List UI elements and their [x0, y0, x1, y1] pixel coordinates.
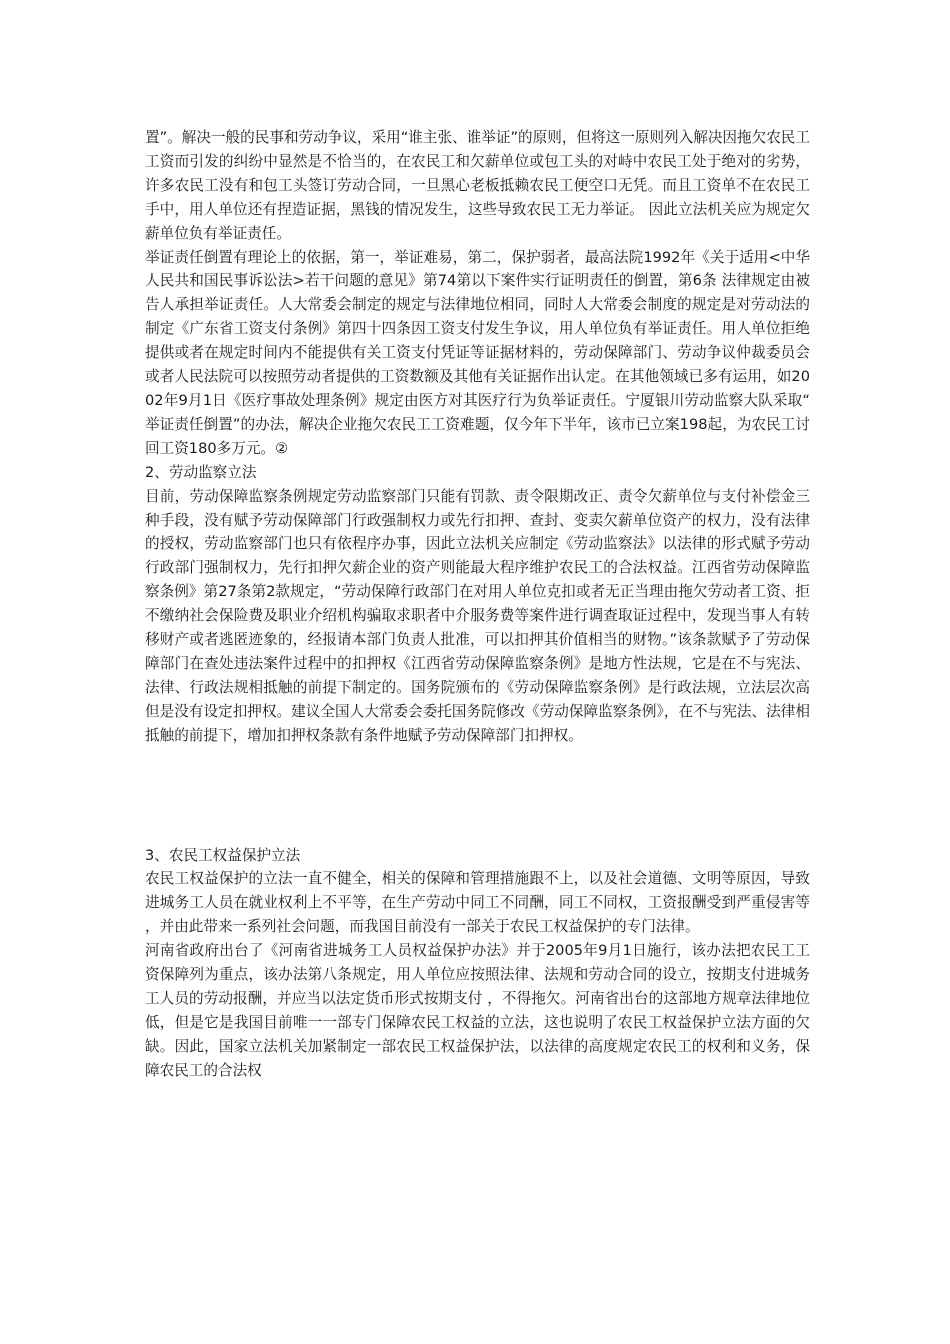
- blank-space: [145, 748, 810, 844]
- section-heading-migrant-rights: 3、农民工权益保护立法: [145, 846, 301, 864]
- paragraph-burden-reversal: 举证责任倒置有理论上的依据，第一，举证难易，第二，保护弱者，最高法院1992年《关于适用<中华人民共和国民事诉讼法>若干问题的意见》第74第以下案件实行证明责任的倒置，第6条 法律规定由被告人承担举证责任。人大常委会制定的规定与法律地位相同，同时人大常委会制度的规定是对劳动法的制定《广东省工资支付条例》第四十四条因工资支付发生争议，用人单位负有举证责任。用人单位拒绝提供或者在规定时间内不能提供有关工资支付凭证等证据材料的，劳动保障部门、劳动争议仲裁委员会或者人民法院可以按照劳动者提供的工资数额及其他有关证据作出认定。在其他领域已多有运用，如2002年9月1日《医疗事故处理条例》规定由医方对其医疗行为负举证责任。宁厦银川劳动监察大队采取“举证责任倒置”的办法，解决企业拖欠农民工工资难题，仅今年下半年，该市已立案198起，为农民工讨回工资180多万元。②: [145, 248, 810, 457]
- section-heading-labor-inspection: 2、劳动监察立法: [145, 463, 257, 481]
- paragraph-henan-regulation: 河南省政府出台了《河南省进城务工人员权益保护办法》并于2005年9月1日施行，该办法把农民工工资保障列为重点，该办法第八条规定，用人单位应按照法律、法规和劳动合同的设立，按期支付进城务工人员的劳动报酬，并应当以法定货币形式按期支付 ，不得拖欠。河南省出台的这部地方规章法律地位低，但是它是我国目前唯一一部专门保障农民工权益的立法，这也说明了农民工权益保护立法方面的欠缺。因此，国家立法机关加紧制定一部农民工权益保护法，以法律的高度规定农民工的权利和义务，保障农民工的合法权: [145, 942, 810, 1079]
- paragraph-burden-of-proof-intro: 置”。解决一般的民事和劳动争议，采用“谁主张、谁举证”的原则，但将这一原则列入解决因拖欠农民工工资而引发的纠纷中显然是不恰当的，在农民工和欠薪单位或包工头的对峙中农民工处于绝对的劣势，许多农民工没有和包工头签订劳动合同，一旦黑心老板抵赖农民工便空口无凭。而且工资单不在农民工手中，用人单位还有捏造证据，黑钱的情况发生，这些导致农民工无力举证。 因此立法机关应为规定欠薪单位负有举证责任。: [145, 129, 810, 242]
- paragraph-migrant-rights-intro: 农民工权益保护的立法一直不健全，相关的保障和管理措施跟不上，以及社会道德、文明等原因，导致进城务工人员在就业权利上不平等，在生产劳动中同工不同酬，同工不同权，工资报酬受到严重侵害等，并由此带来一系列社会问题，而我国目前没有一部关于农民工权益保护的专门法律。: [145, 870, 810, 936]
- document-page: [145, 126, 810, 1083]
- paragraph-labor-inspection: 目前，劳动保障监察条例规定劳动监察部门只能有罚款、责令限期改正、责令欠薪单位与支付补偿金三种手段，没有赋予劳动保障部门行政强制权力或先行扣押、查封、变卖欠薪单位资产的权力，没有法律的授权，劳动监察部门也只有依程序办事，因此立法机关应制定《劳动监察法》以法律的形式赋予劳动行政部门强制权力，先行扣押欠薪企业的资产则能最大程序维护农民工的合法权益。江西省劳动保障监察条例》第27条第2款规定，“劳动保障行政部门在对用人单位克扣或者无正当理由拖欠劳动者工资、拒不缴纳社会保险费及职业介绍机构骗取求职者中介服务费等案件进行调查取证过程中，发现当事人有转移财产或者逃匿迹象的，经报请本部门负责人批准，可以扣押其价值相当的财物。”该条款赋予了劳动保障部门在查处违法案件过程中的扣押权《江西省劳动保障监察条例》是地方性法规，它是在不与宪法、法律、行政法规相抵触的前提下制定的。国务院颁布的《劳动保障监察条例》是行政法规，立法层次高但是没有设定扣押权。建议全国人大常委会委托国务院修改《劳动保障监察条例》，在不与宪法、法律相抵触的前提下，增加扣押权条款有条件地赋予劳动保障部门扣押权。: [145, 487, 810, 744]
